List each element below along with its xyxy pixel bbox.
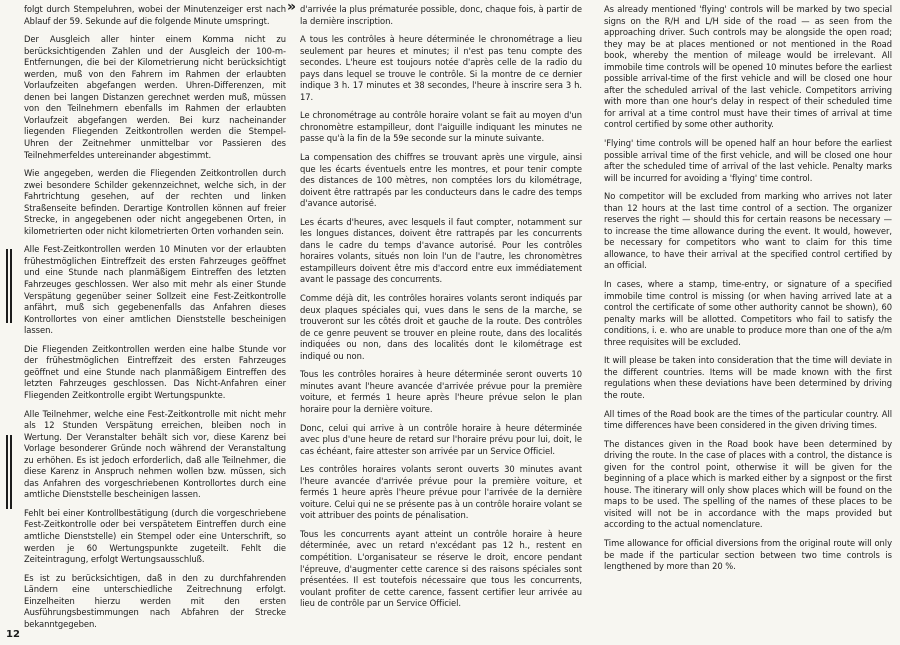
english-paragraph: All times of the Road book are the times of the particular country. All time differences have been considered in the given driving times. [604, 408, 892, 431]
english-column [604, 4, 892, 618]
french-paragraph: Les écarts d'heures, avec lesquels il faut compter, notamment sur les longues distances, doivent être rattrapés par les concurrents dans le cadre du temps d'avance autorisé. Pour les contrôles horaires volants, situés non loin l'un de l'autre, les chronomètres estampilleurs doivent être mis d'accord entre eux immédiatement avant le passage des concurrents. [300, 216, 582, 285]
german-paragraph: folgt durch Stempeluhren, wobei der Minutenzeiger erst nach Ablauf der 59. Sekunde auf die folgende Minute umspringt. [24, 4, 286, 26]
french-paragraph: d'arrivée la plus prématurée possible, donc, chaque fois, à partir de la dernière inscription. [300, 4, 582, 26]
german-paragraph: Fehlt bei einer Kontrollbestätigung (durch die vorgeschriebene Fest-Zeitkontrolle oder bei verspätetem Eintreffen durch eine amtliche Dienststelle) ein Stempel oder eine Unterschrift, so werden je 60 Wertungspunkte zugeteilt. Fehlt die Zeiteintragung, erfolgt Wertungsausschluß. [24, 507, 286, 565]
french-paragraph: Les contrôles horaires volants seront ouverts 30 minutes avant l'heure avancée d'arrivée prévue pour la première voiture, et fermés 1 heure après l'heure prévue pour l'arrivée de la dernière voiture. Celui qui ne se présente pas à un contrôle horaire volant se voit attribuer des points de pénalisation. [300, 464, 582, 521]
german-column [24, 4, 286, 629]
margin-bar [10, 249, 12, 323]
english-paragraph: Time allowance for official diversions from the original route will only be made if the particular section between two time controls is lengthened by more than 20 %. [604, 537, 892, 572]
margin-bar [10, 435, 12, 509]
english-paragraph: 'Flying' time controls will be opened half an hour before the earliest possible arrival time of the first vehicle, and will be closed one hour after the scheduled time of arrival of the last vehicle. Penalty marks will be incurred for avoiding a 'flying' time control. [604, 138, 892, 183]
german-paragraph: Alle Teilnehmer, welche eine Fest-Zeitkontrolle mit nicht mehr als 12 Stunden Verspätung erreichen, bleiben noch in Wertung. Der Veranstalter behält sich vor, diese Karenz bei Vorlage besonderer Gründe noch während der Veranstaltung zu erhöhen. Es ist jedoch erforderlich, daß alle Teilnehmer, die diese Karenz in Anspruch nehmen wollen bzw. müssen, sich das Anfahren des vorgeschriebenen Kontrollortes durch eine amtliche Dienststelle bescheinigen lassen. [24, 408, 286, 500]
english-paragraph: No competitor will be excluded from marking who arrives not later than 12 hours at the last time control of a section. The organizer reserves the right — should this for certain reasons be necessary — to increase the time allowance during the event. It would, however, be necessary for competitors who want to claim for this time allowance, to have their arrival at the specified control certified by an official. [604, 191, 892, 271]
english-paragraph: The distances given in the Road book have been determined by driving the route. In the case of places with a control, the distance is given for the control point, otherwise it will be given for the beginning of a place which is marked either by a signpost or the first house. The itinerary will only show places which will be found on the maps to be used. The spelling of the names of these places to be visited will not be in accordance with the maps provided but according to the actual nomenclature. [604, 438, 892, 530]
french-column [300, 4, 582, 618]
german-paragraph: Der Ausgleich aller hinter einem Komma nicht zu berücksichtigenden Zahlen und der Ausgleich der 100-m-Entfernungen, die bei der Kilometrierung nicht berücksichtigt werden, muß von den Fahrern im Rahmen der erlaubten Vorlaufzeiten abgefangen werden. Uhren-Differenzen, mit denen bei langen Distanzen gerechnet werden muß, müssen von den Teilnehmern ebenfalls im Rahmen der erlaubten Vorlaufzeit abgefangen werden. Bei kurz nacheinander liegenden Fliegenden Zeitkontrollen werden die Stempel-Uhren der Zeitnehmer unmittelbar vor Passieren des Teilnehmerfeldes untereinander abgestimmt. [24, 34, 286, 160]
french-paragraph: Tous les concurrents ayant atteint un contrôle horaire à heure déterminée, avec un retard n'excédant pas 12 h., restent en compétition. L'organisateur se réserve le droit, encore pendant l'épreuve, d'augmenter cette carence si des raisons spéciales sont présentées. Il est toutefois nécessaire que tous les concurrents, voulant profiter de cette carence, fassent certifier leur arrivée au lieu de contrôle par un Service Officiel. [300, 528, 582, 609]
english-paragraph: It will please be taken into consideration that the time will deviate in the different countries. Items will be made known with the first regulations when these deviations have been determined by driving the route. [604, 355, 892, 400]
page-number: 12 [6, 629, 20, 640]
margin-bar [6, 249, 8, 323]
german-paragraph: Es ist zu berücksichtigen, daß in den zu durchfahrenden Ländern eine unterschiedliche Zeitrechnung erfolgt. Einzelheiten hierzu werden mit den ersten Ausführungsbestimmungen nach Abfahren der Strecke bekanntgegeben. [24, 572, 286, 629]
english-paragraph: In cases, where a stamp, time-entry, or signature of a specified immobile time control is missing (or when having arrived late at a control the certificate of some other authority cannot be shown), 60 penalty marks will be allotted. Competitors who fail to satisfy the conditions, i. e. who are unable to produce more than one of the a/m three requisites will be excluded. [604, 279, 892, 347]
french-paragraph: Le chronométrage au contrôle horaire volant se fait au moyen d'un chronomètre estampilleur, dont l'aiguille indiquant les minutes ne passe qu'à la fin de la 59e seconde sur la minute suivante. [300, 110, 582, 144]
french-paragraph: Comme déjà dit, les contrôles horaires volants seront indiqués par deux plaques spéciales qui, vues dans le sens de la marche, se trouveront sur les côtés droit et gauche de la route. Des contrôles de ce genre peuvent se trouver en pleine route, dans des localités indiquées ou non, dans des localités dont le kilométrage est indiqué ou non. [300, 293, 582, 361]
french-paragraph: La compensation des chiffres se trouvant après une virgule, ainsi que les écarts éventuels entre les montres, et pour tenir compte des distances de 100 mètres, non comptées lors du kilométrage, doivent être rattrapés par les conducteurs dans le cadre des temps d'avance autorisé. [300, 152, 582, 209]
french-paragraph: Tous les contrôles horaires à heure déterminée seront ouverts 10 minutes avant l'heure avancée d'arrivée prévue pour la première voiture, et fermés 1 heure après l'heure prévue selon le plan horaire pour la dernière voiture. [300, 369, 582, 414]
german-paragraph: Wie angegeben, werden die Fliegenden Zeitkontrollen durch zwei besondere Schilder gekennzeichnet, welche sich, in der Fahrtrichtung gesehen, auf der rechten und linken Straßenseite befinden. Derartige Kontrollen können auf freier Strecke, in angegebenen oder nicht angegebenen Orten, in kilometrierten oder nicht kilometrierten Orten vorhanden sein. [24, 168, 286, 236]
german-paragraph: Alle Fest-Zeitkontrollen werden 10 Minuten vor der erlaubten frühestmöglichen Eintreffzeit des ersten Fahrzeuges geöffnet und eine Stunde nach planmäßigem Eintreffen des letzten Fahrzeuges geschlossen. Wer also mit mehr als einer Stunde Verspätung gegenüber seiner Sollzeit eine Fest-Zeitkontrolle anfährt, muß sich gegebenenfalls das Anfahren dieses Kontrollortes von einer amtlichen Dienststelle bescheinigen lassen. [24, 244, 286, 336]
margin-bar [6, 435, 8, 509]
french-paragraph: A tous les contrôles à heure déterminée le chronométrage a lieu seulement par heures et minutes; il n'est pas tenu compte des secondes. L'heure est toujours notée d'après celle de la radio du pays dans lequel se trouve le contrôle. Si la montre de ce dernier indique 3 h. 17 minutes et 38 secondes, l'heure à inscrire sera 3 h. 17. [300, 34, 582, 102]
german-paragraph: Die Fliegenden Zeitkontrollen werden eine halbe Stunde vor der frühestmöglichen Eintreffzeit des ersten Fahrzeuges geöffnet und eine Stunde nach planmäßigem Eintreffen des letzten Fahrzeuges geschlossen. Das Nicht-Anfahren einer Fliegenden Zeitkontrolle ergibt Wertungspunkte. [24, 343, 286, 400]
french-paragraph: Donc, celui qui arrive à un contrôle horaire à heure déterminée avec plus d'une heure de retard sur l'horaire prévu pour lui, doit, le cas échéant, faire attester son arrivée par un Service Officiel. [300, 422, 582, 456]
english-paragraph: As already mentioned 'flying' controls will be marked by two special signs on the R/H and L/H side of the road — as seen from the approaching driver. Such controls may be alongside the open road; they may be at places mentioned or not mentioned in the Road book, whereby the mention of mileage would be irrelevant. All immobile time controls will be opened 10 minutes before the earliest possible arrival-time of the first vehicle and will be closed one hour after the scheduled arrival of the last vehicle. Competitors arriving with more than one hour's delay in respect of their scheduled time for arrival at a time control must have their times of arrival at time control certified by some other authority. [604, 4, 892, 130]
decorative-ornament: » [287, 0, 297, 15]
